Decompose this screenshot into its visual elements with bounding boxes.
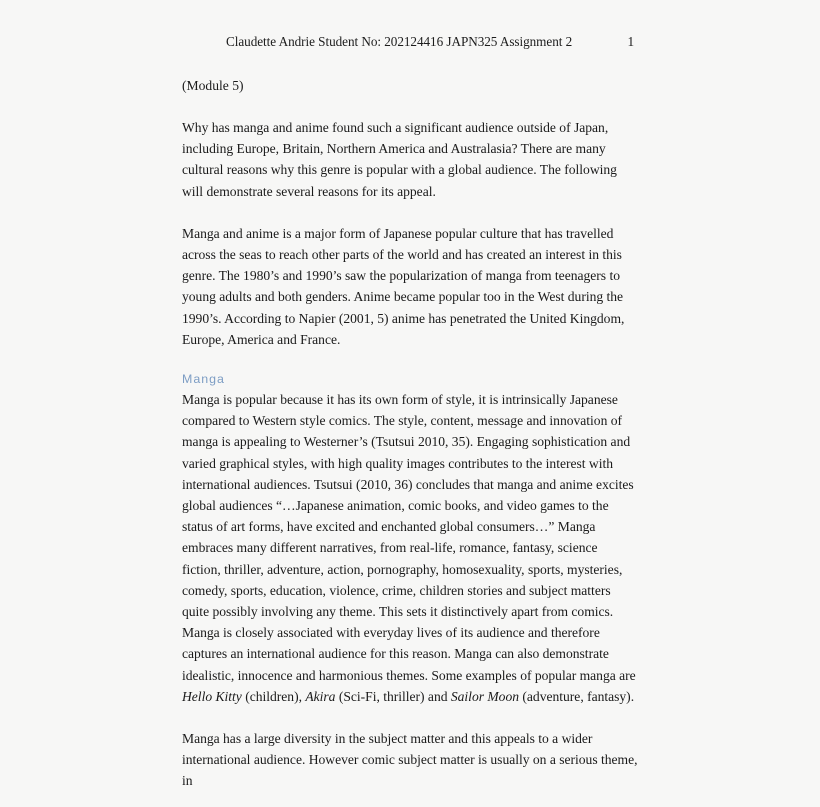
page-number: 1 — [627, 34, 634, 49]
manga-title-sailor-moon: Sailor Moon — [450, 688, 520, 704]
spacer — [182, 202, 638, 223]
section-heading-manga: Manga — [182, 372, 225, 387]
spacer — [182, 707, 638, 728]
closing-paragraph: Manga has a large diversity in the subject matter and this appeals to a wider international audience. However comic subject matter is usually on a serious theme, in — [182, 731, 638, 789]
manga-body-text-1: Manga is popular because it has its own form of style, it is intrinsically Japanese compared to Western style comics. The style, content, message and innovation of manga is appealing to Westerner’s (Tsutsui 2010, 35). Engaging sophistication and varied graphical styles, with high quality images contributes to the interest with international audiences. Tsutsui (2010, 36) concludes that manga and anime excites global audiences “…Japanese animation, comic books, and video games to the status of art forms, have excited and enchanted global consumers…” Manga embraces many different narratives, from real-life, romance, fantasy, science fiction, thriller, adventure, action, pornography, homosexuality, sports, mysteries, comedy, sports, education, violence, crime, children stories and subject matters quite possibly involving any theme. This sets it distinctively apart from comics. Manga is closely associated with everyday lives of its audience and therefore captures an international audience for this reason. Manga can also demonstrate idealistic, innocence and harmonious themes. Some examples of popular manga are — [182, 392, 636, 683]
spacer — [182, 350, 638, 371]
module-label: (Module 5) — [182, 78, 244, 93]
manga-body-text-2: (children), — [241, 688, 306, 704]
background-paragraph: Manga and anime is a major form of Japanese popular culture that has travelled across the seas to reach other parts of the world and has created an interest in this genre. The 1980’s and 1990’s saw the popularization of manga from teenagers to young adults and both genders. Anime became popular too in the West during the 1990’s. According to Napier (2001, 5) anime has penetrated the United Kingdom, Europe, America and France. — [182, 225, 625, 347]
manga-title-akira: Akira — [305, 688, 336, 704]
manga-section-paragraph — [182, 389, 638, 707]
running-header — [182, 34, 636, 50]
manga-title-hello-kitty: Hello Kitty — [182, 688, 242, 704]
manga-body-text-3: (Sci-Fi, thriller) and — [335, 688, 451, 704]
manga-body-text-4: (adventure, fantasy). — [519, 688, 635, 704]
header-student-info: Claudette Andrie Student No: 202124416 JAPN325 Assignment 2 — [226, 34, 573, 49]
spacer — [182, 96, 638, 117]
intro-paragraph: Why has manga and anime found such a significant audience outside of Japan, including Europe, Britain, Northern America and Australasia? There are many cultural reasons why this genre is popular with a global audience. The following will demonstrate several reasons for its appeal. — [182, 120, 617, 199]
body-column — [182, 76, 638, 792]
